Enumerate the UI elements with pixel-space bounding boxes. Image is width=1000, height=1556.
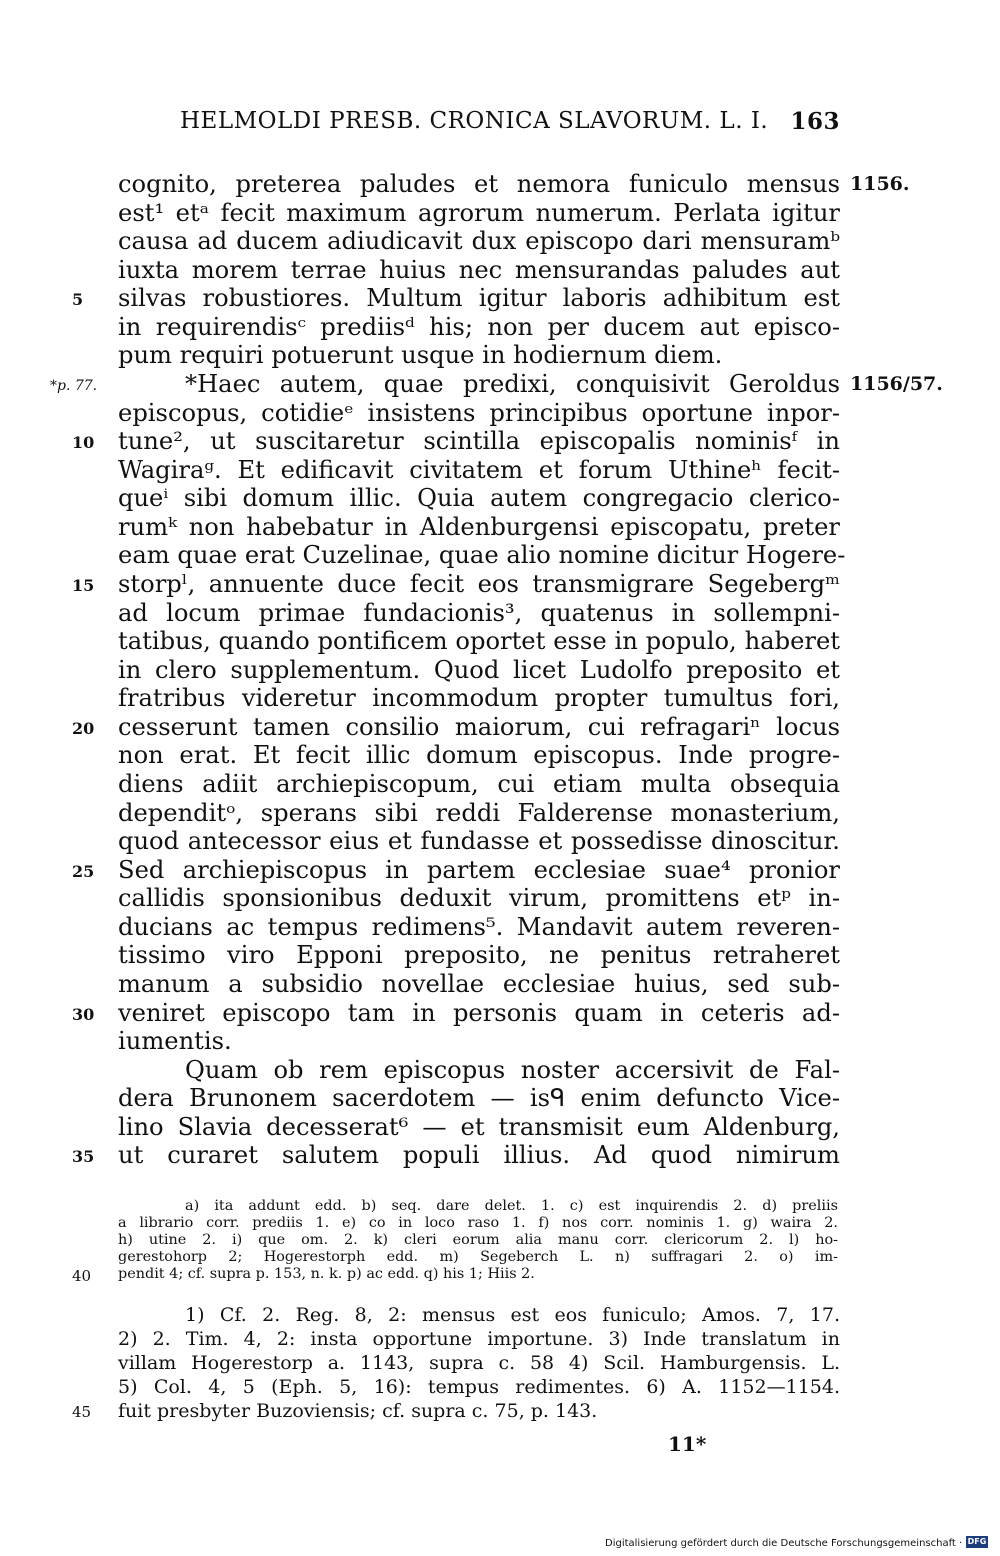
line-number: 15: [72, 576, 95, 595]
text-line: dependitᵒ, sperans sibi reddi Falderense monasterium,: [118, 799, 840, 827]
text-line: pum requiri potuerunt usque in hodiernum diem.: [118, 341, 723, 369]
note-line: 5) Col. 4, 5 (Eph. 5, 16): tempus redimentes. 6) A. 1152—1154.: [118, 1376, 840, 1398]
footnote-line: h) utine 2. i) que om. 2. k) cleri eorum alia manu corr. clericorum 2. l) ho-: [118, 1232, 838, 1248]
text-line: non erat. Et fecit illic domum episcopus. Inde progre-: [118, 741, 840, 769]
text-line: in clero supplementum. Quod licet Ludolfo preposito et: [118, 656, 840, 684]
text-line: lino Slavia decesserat⁶ — et transmisit eum Aldenburg,: [118, 1113, 840, 1141]
text-line: cognito, preterea paludes et nemora funiculo mensus: [118, 170, 840, 198]
line-number: 5: [72, 290, 84, 309]
note-line: 1) Cf. 2. Reg. 8, 2: mensus est eos funiculo; Amos. 7, 17.: [185, 1304, 840, 1326]
text-line: tissimo viro Epponi preposito, ne penitus retraheret: [118, 941, 840, 969]
text-line: manum a subsidio novellae ecclesiae huius, sed sub-: [118, 970, 840, 998]
text-line: silvas robustiores. Multum igitur laboris adhibitum est: [118, 284, 840, 312]
text-line: tune², ut suscitaretur scintilla episcopalis nominisᶠ in: [118, 427, 840, 455]
text-line: callidis sponsionibus deduxit virum, promittens etᵖ in-: [118, 884, 840, 912]
digitization-credit: Digitalisierung gefördert durch die Deutsche Forschungsgemeinschaft ·: [605, 1538, 963, 1549]
signature-mark: 11*: [668, 1432, 707, 1456]
text-line: diens adiit archiepiscopum, cui etiam multa obsequia: [118, 770, 840, 798]
note-line: 2) 2. Tim. 4, 2: insta opportune importune. 3) Inde translatum in: [118, 1328, 840, 1350]
line-number: 20: [72, 719, 95, 738]
dfg-logo-icon: DFG: [967, 1537, 987, 1546]
running-title: HELMOLDI PRESB. CRONICA SLAVORUM. L. I.: [180, 108, 769, 134]
text-line: Sed archiepiscopus in partem ecclesiae suae⁴ pronior: [118, 856, 840, 884]
footnote-line: a) ita addunt edd. b) seq. dare delet. 1. c) est inquirendis 2. d) preliis: [185, 1198, 838, 1214]
text-line: fratribus videretur incommodum propter tumultus fori,: [118, 684, 840, 712]
text-line: tatibus, quando pontificem oportet esse in populo, haberet: [118, 627, 840, 655]
line-number: 30: [72, 1005, 95, 1024]
text-line: storpˡ, annuente duce fecit eos transmigrare Segebergᵐ: [118, 570, 840, 598]
text-line: veniret episcopo tam in personis quam in ceteris ad-: [118, 999, 840, 1027]
text-line: Wagiraᵍ. Et edificavit civitatem et forum Uthineʰ fecit-: [118, 456, 840, 484]
footnote-line-number: 45: [72, 1403, 92, 1421]
footnote-line: a librario corr. prediis 1. e) co in loco raso 1. f) nos corr. nominis 1. g) waira 2.: [118, 1215, 838, 1231]
line-number: 35: [72, 1147, 95, 1166]
text-line: *Haec autem, quae predixi, conquisivit Geroldus: [185, 370, 840, 398]
text-line: Quam ob rem episcopus noster accersivit de Fal-: [185, 1056, 840, 1084]
line-number: 10: [72, 433, 95, 452]
line-number: 25: [72, 862, 95, 881]
text-line: in requirendisᶜ prediisᵈ his; non per ducem aut episco-: [118, 313, 840, 341]
footnote-line-number: 40: [72, 1267, 92, 1285]
page-signature: *p. 77.: [50, 378, 98, 394]
margin-year: 1156.: [850, 173, 910, 195]
text-line: episcopus, cotidieᵉ insistens principibus oportune inpor-: [118, 399, 840, 427]
text-line: ad locum primae fundacionis³, quatenus in sollempni-: [118, 599, 840, 627]
text-line: iumentis.: [118, 1027, 232, 1055]
text-line: est¹ etᵃ fecit maximum agrorum numerum. Perlata igitur: [118, 199, 840, 227]
footnote-line: gerestohorp 2; Hogerestorph edd. m) Segeberch L. n) suffragari 2. o) im-: [118, 1249, 838, 1265]
text-line: iuxta morem terrae huius nec mensurandas paludes aut: [118, 256, 840, 284]
text-line: ducians ac tempus redimens⁵. Mandavit autem reveren-: [118, 913, 840, 941]
text-line: cesserunt tamen consilio maiorum, cui refragariⁿ locus: [118, 713, 840, 741]
page-header: [180, 108, 840, 144]
text-line: ut curaret salutem populi illius. Ad quod nimirum: [118, 1141, 840, 1169]
text-line: rumᵏ non habebatur in Aldenburgensi episcopatu, preter: [118, 513, 840, 541]
text-line: causa ad ducem adiudicavit dux episcopo dari mensuramᵇ: [118, 227, 840, 255]
note-line: villam Hogerestorp a. 1143, supra c. 58 4) Scil. Hamburgensis. L.: [118, 1352, 840, 1374]
text-line: eam quae erat Cuzelinae, quae alio nomine dicitur Hogere-: [118, 541, 846, 569]
text-line: queⁱ sibi domum illic. Quia autem congregacio clerico-: [118, 484, 840, 512]
note-line: fuit presbyter Buzoviensis; cf. supra c. 75, p. 143.: [118, 1400, 598, 1422]
footnote-line: pendit 4; cf. supra p. 153, n. k. p) ac edd. q) his 1; Hiis 2.: [118, 1266, 535, 1282]
page-number: 163: [790, 108, 840, 135]
margin-year: 1156/57.: [850, 373, 943, 395]
text-line: dera Brunonem sacerdotem — isᑫ enim defuncto Vice-: [118, 1084, 840, 1112]
text-line: quod antecessor eius et fundasse et possedisse dinoscitur.: [118, 827, 840, 855]
